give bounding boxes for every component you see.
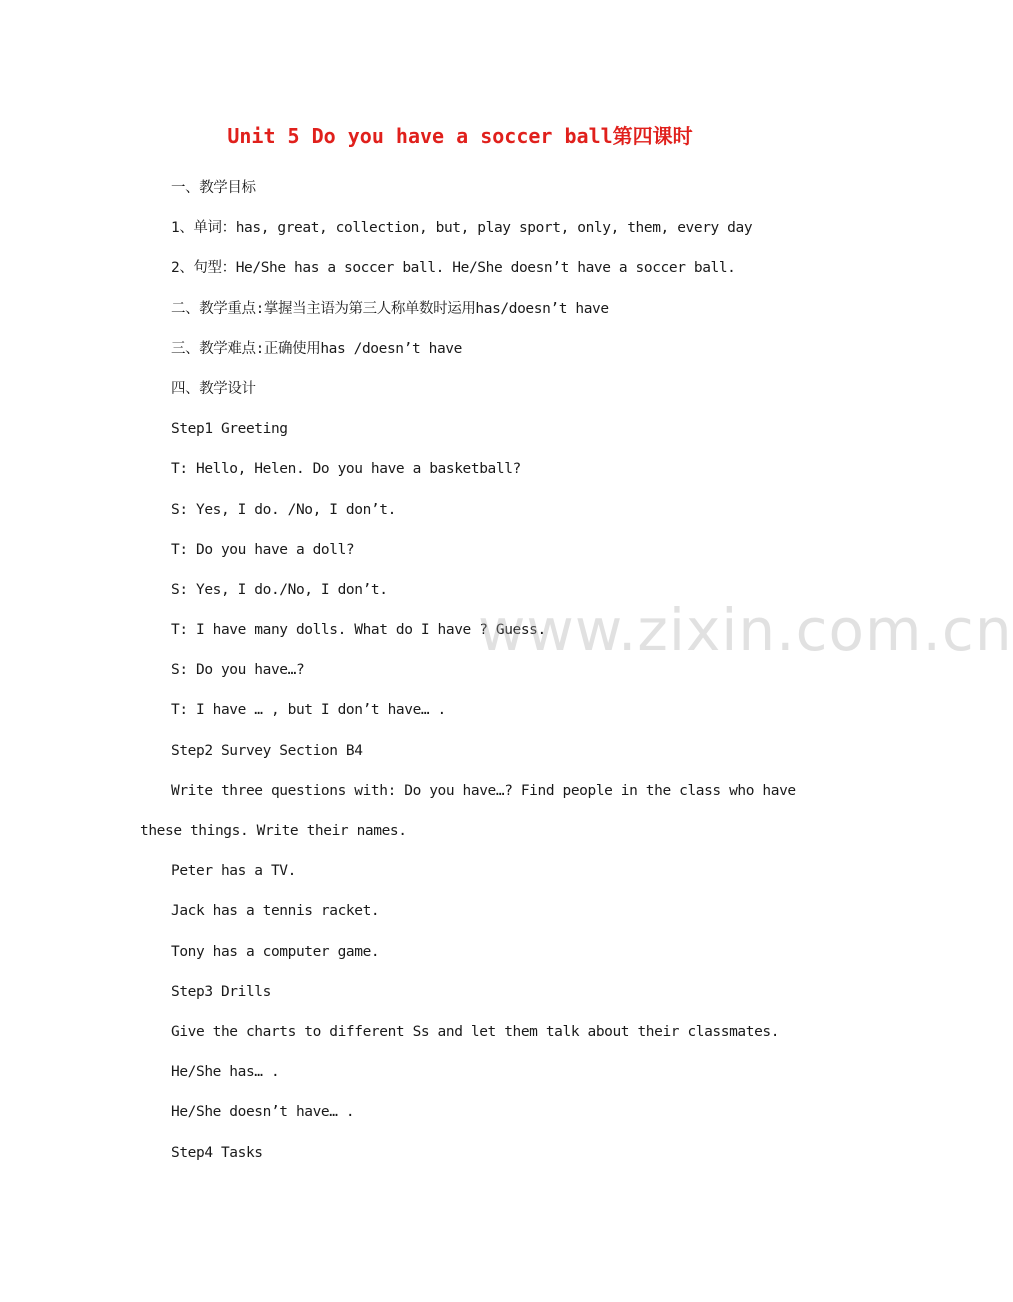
text-line: Tony has a computer game. [171, 943, 380, 960]
text-line: 1、单词：has, great, collection, but, play sport, only, them, every day [171, 220, 753, 237]
text-line: Give the charts to different Ss and let them talk about their classmates. [171, 1023, 780, 1040]
text-line: T: I have many dolls. What do I have ? Guess. [171, 622, 546, 639]
text-line: 四、教学设计 [171, 380, 256, 397]
text-line: Step2 Survey Section B4 [171, 742, 363, 759]
text-line: He/She has… . [171, 1064, 280, 1081]
text-line: 2、句型：He/She has a soccer ball. He/She doesn’t have a soccer ball. [171, 260, 736, 277]
title-chinese: 第四课时 [612, 124, 693, 148]
text-line: Step1 Greeting [171, 421, 288, 438]
text-line: 一、教学目标 [171, 180, 256, 196]
text-line: T: Do you have a doll? [171, 541, 355, 558]
text-line: T: Hello, Helen. Do you have a basketball? [171, 461, 521, 478]
text-line: Step4 Tasks [171, 1144, 263, 1161]
text-line: Step3 Drills [171, 983, 271, 1000]
text-line: Jack has a tennis racket. [171, 903, 380, 920]
text-line: He/She doesn’t have… . [171, 1104, 355, 1121]
document-body [140, 168, 800, 1173]
text-line: Peter has a TV. [171, 863, 296, 880]
text-line: Write three questions with: Do you have…? Find people in the class who have [171, 782, 796, 799]
title-english: Unit 5 Do you have a soccer ball [227, 124, 613, 148]
text-line: T: I have … , but I don’t have… . [171, 702, 446, 719]
document-title [0, 120, 920, 149]
text-line: 二、教学重点:掌握当主语为第三人称单数时运用has/doesn’t have [171, 300, 609, 317]
text-line: these things. Write their names. [140, 823, 407, 839]
text-line: S: Yes, I do./No, I don’t. [171, 581, 388, 598]
text-line: 三、教学难点:正确使用has /doesn’t have [171, 340, 462, 357]
text-line: S: Do you have…? [171, 662, 305, 679]
watermark: www.zixin.com.cn [478, 596, 1013, 664]
text-line: S: Yes, I do. /No, I don’t. [171, 501, 396, 518]
